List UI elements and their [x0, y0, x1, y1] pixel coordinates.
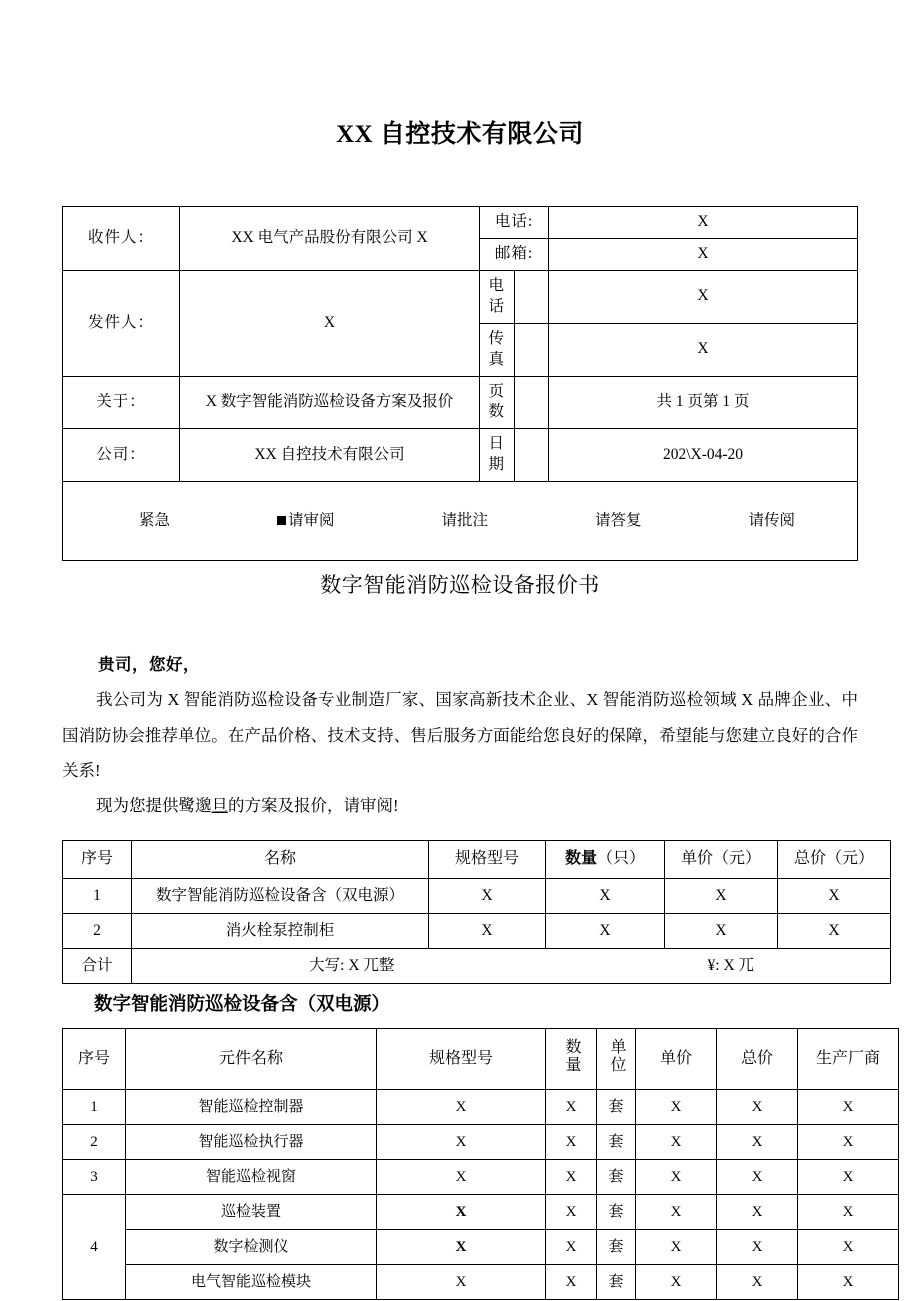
component-table-wrapper — [62, 1028, 880, 1300]
subject-label: 关于： — [63, 376, 180, 429]
company-value: XX 自控技术有限公司 — [180, 429, 480, 482]
subject-value: X 数字智能消防巡检设备方案及报价 — [180, 376, 480, 429]
cell-manufacturer: X — [798, 1089, 899, 1124]
table-row — [63, 1229, 899, 1264]
cell-quantity: X — [546, 1124, 597, 1159]
spacer-cell — [514, 429, 549, 482]
quote-table-wrapper — [62, 840, 874, 984]
urgency-label: 请批注 — [441, 511, 488, 529]
sender-phone-label: 电话 — [480, 270, 515, 323]
cell-unit-price: X — [636, 1089, 717, 1124]
header-info-table-wrapper — [62, 206, 858, 561]
cell-unit: 套 — [597, 1264, 636, 1299]
table-row — [63, 1159, 899, 1194]
urgency-label: 紧急 — [139, 511, 171, 529]
date-label: 日期 — [480, 429, 515, 482]
cell-quantity: X — [546, 1089, 597, 1124]
sender-fax-value: X — [549, 323, 858, 376]
letter-paragraph-2 — [62, 788, 858, 823]
cell-name: 消火栓泵控制柜 — [132, 913, 429, 948]
column-header-no: 序号 — [63, 840, 132, 878]
spacer-cell — [514, 270, 549, 323]
sender-label: 发件人： — [63, 270, 180, 376]
cell-unit-price: X — [665, 878, 778, 913]
recipient-phone-value: X — [549, 207, 858, 239]
recipient-label: 收件人： — [63, 207, 180, 271]
company-title: XX 自控技术有限公司 — [336, 121, 584, 148]
column-header-component-name: 元件名称 — [126, 1028, 377, 1089]
cell-spec: X — [377, 1229, 546, 1264]
table-row — [63, 878, 891, 913]
pages-value: 共 1 页第 1 页 — [549, 376, 858, 429]
cell-name: 数字智能消防巡检设备含（双电源） — [132, 878, 429, 913]
spacer-cell — [514, 323, 549, 376]
quantity-label-vertical: 数量 — [563, 1037, 580, 1074]
cell-total-price: X — [778, 913, 891, 948]
recipient-value: XX 电气产品股份有限公司 X — [180, 207, 480, 271]
urgency-options — [67, 511, 853, 532]
cell-no: 3 — [63, 1159, 126, 1194]
cell-total-price: X — [778, 878, 891, 913]
table-row — [63, 1124, 899, 1159]
cell-quantity: X — [546, 1159, 597, 1194]
component-section-heading: 数字智能消防巡检设备含（双电源） — [94, 995, 391, 1016]
column-header-unit — [597, 1028, 636, 1089]
letter-paragraph-1: 我公司为 X 智能消防巡检设备专业制造厂家、国家高新技术企业、X 智能消防巡检领域 X 品牌企业、中国消防协会推荐单位。在产品价格、技术支持、售后服务方面能给您良好的保障，希望能与您建立良好的合作关系! — [62, 690, 858, 781]
table-row — [63, 1264, 899, 1299]
checkbox-checked-icon[interactable] — [277, 516, 286, 525]
cell-spec: X — [429, 913, 546, 948]
cell-unit: 套 — [597, 1194, 636, 1229]
cell-unit-price: X — [636, 1124, 717, 1159]
letter-body — [62, 647, 858, 824]
component-table — [62, 1028, 899, 1300]
cell-no: 1 — [63, 1089, 126, 1124]
letter-salutation: 贵司，您好， — [98, 654, 200, 674]
cell-component-name: 电气智能巡检模块 — [126, 1264, 377, 1299]
cell-no-grouped: 4 — [63, 1194, 126, 1299]
table-header-row — [63, 840, 891, 878]
header-info-table — [62, 206, 858, 561]
cell-unit: 套 — [597, 1124, 636, 1159]
cell-unit-price: X — [636, 1229, 717, 1264]
table-row — [63, 429, 858, 482]
urgency-label: 请传阅 — [748, 511, 795, 529]
paragraph-2-underlined: 旦 — [211, 796, 228, 816]
column-header-no: 序号 — [63, 1028, 126, 1089]
sender-phone-value: X — [549, 270, 858, 323]
cell-component-name: 巡检装置 — [126, 1194, 377, 1229]
column-header-manufacturer: 生产厂商 — [798, 1028, 899, 1089]
cell-unit: 套 — [597, 1229, 636, 1264]
cell-quantity: X — [546, 913, 665, 948]
quantity-label: 数量 — [564, 849, 597, 867]
urgency-label: 请答复 — [594, 511, 642, 529]
paragraph-2-suffix: 的方案及报价，请审阅! — [228, 796, 399, 816]
sender-fax-label: 传真 — [480, 323, 515, 376]
summary-amounts — [132, 949, 890, 983]
cell-unit: 套 — [597, 1159, 636, 1194]
cell-total-price: X — [717, 1159, 798, 1194]
quantity-unit: （只） — [597, 849, 646, 867]
cell-spec: X — [429, 878, 546, 913]
company-label: 公司： — [63, 429, 180, 482]
table-row — [63, 913, 891, 948]
column-header-quantity — [546, 1028, 597, 1089]
summary-capital-amount: 大写: X 兀整 — [309, 957, 395, 975]
cell-manufacturer: X — [798, 1264, 899, 1299]
column-header-total-price: 总价 — [717, 1028, 798, 1089]
table-row — [63, 207, 858, 239]
report-title: 数字智能消防巡检设备报价书 — [320, 573, 600, 598]
column-header-name: 名称 — [132, 840, 429, 878]
cell-manufacturer: X — [798, 1124, 899, 1159]
column-header-total-price: 总价（元） — [778, 840, 891, 878]
cell-unit: 套 — [597, 1089, 636, 1124]
column-header-spec: 规格型号 — [377, 1028, 546, 1089]
urgency-option-annotate[interactable] — [441, 511, 488, 532]
pages-label: 页数 — [480, 376, 515, 429]
cell-component-name: 数字检测仪 — [126, 1229, 377, 1264]
urgency-option-urgent[interactable] — [139, 511, 170, 532]
cell-component-name: 智能巡检控制器 — [126, 1089, 377, 1124]
cell-spec: X — [377, 1089, 546, 1124]
cell-total-price: X — [717, 1264, 798, 1299]
cell-total-price: X — [717, 1194, 798, 1229]
urgency-option-reply[interactable] — [595, 511, 642, 532]
urgency-option-review[interactable] — [277, 511, 335, 532]
recipient-email-label: 邮箱: — [480, 238, 549, 270]
table-row — [63, 1089, 899, 1124]
cell-quantity: X — [546, 878, 665, 913]
table-row-summary — [63, 949, 891, 984]
cell-component-name: 智能巡检执行器 — [126, 1124, 377, 1159]
unit-label-vertical: 单位 — [608, 1037, 625, 1074]
recipient-phone-label: 电话: — [480, 207, 549, 239]
cell-manufacturer: X — [798, 1159, 899, 1194]
quote-table — [62, 840, 891, 984]
recipient-email-value: X — [549, 238, 858, 270]
column-header-spec: 规格型号 — [429, 840, 546, 878]
column-header-quantity — [546, 840, 665, 878]
table-row — [63, 376, 858, 429]
sender-value: X — [180, 270, 480, 376]
column-header-unit-price: 单价 — [636, 1028, 717, 1089]
cell-quantity: X — [546, 1229, 597, 1264]
table-row — [63, 1194, 899, 1229]
cell-total-price: X — [717, 1089, 798, 1124]
cell-total-price: X — [717, 1229, 798, 1264]
paragraph-2-prefix: 现为您提供鹭邈 — [96, 796, 212, 816]
summary-amounts-cell — [132, 949, 891, 984]
cell-component-name: 智能巡检视窗 — [126, 1159, 377, 1194]
summary-label: 合计 — [63, 949, 132, 984]
cell-unit-price: X — [636, 1264, 717, 1299]
date-value: 202\X-04-20 — [549, 429, 858, 482]
urgency-label: 请审阅 — [287, 511, 335, 529]
cell-unit-price: X — [636, 1159, 717, 1194]
cell-no: 2 — [63, 913, 132, 948]
cell-unit-price: X — [636, 1194, 717, 1229]
cell-quantity: X — [546, 1264, 597, 1299]
cell-total-price: X — [717, 1124, 798, 1159]
cell-no: 1 — [63, 878, 132, 913]
cell-no: 2 — [63, 1124, 126, 1159]
cell-unit-price: X — [665, 913, 778, 948]
urgency-option-circulate[interactable] — [748, 511, 795, 532]
cell-spec: X — [377, 1159, 546, 1194]
table-row — [63, 482, 858, 561]
table-row — [63, 270, 858, 323]
urgency-options-cell — [63, 482, 858, 561]
column-header-unit-price: 单价（元） — [665, 840, 778, 878]
cell-spec: X — [377, 1264, 546, 1299]
cell-quantity: X — [546, 1194, 597, 1229]
cell-spec: X — [377, 1124, 546, 1159]
spacer-cell — [514, 376, 549, 429]
summary-numeric-amount: ¥: X 兀 — [707, 957, 755, 975]
cell-manufacturer: X — [798, 1194, 899, 1229]
cell-spec: X — [377, 1194, 546, 1229]
cell-manufacturer: X — [798, 1229, 899, 1264]
table-header-row — [63, 1028, 899, 1089]
